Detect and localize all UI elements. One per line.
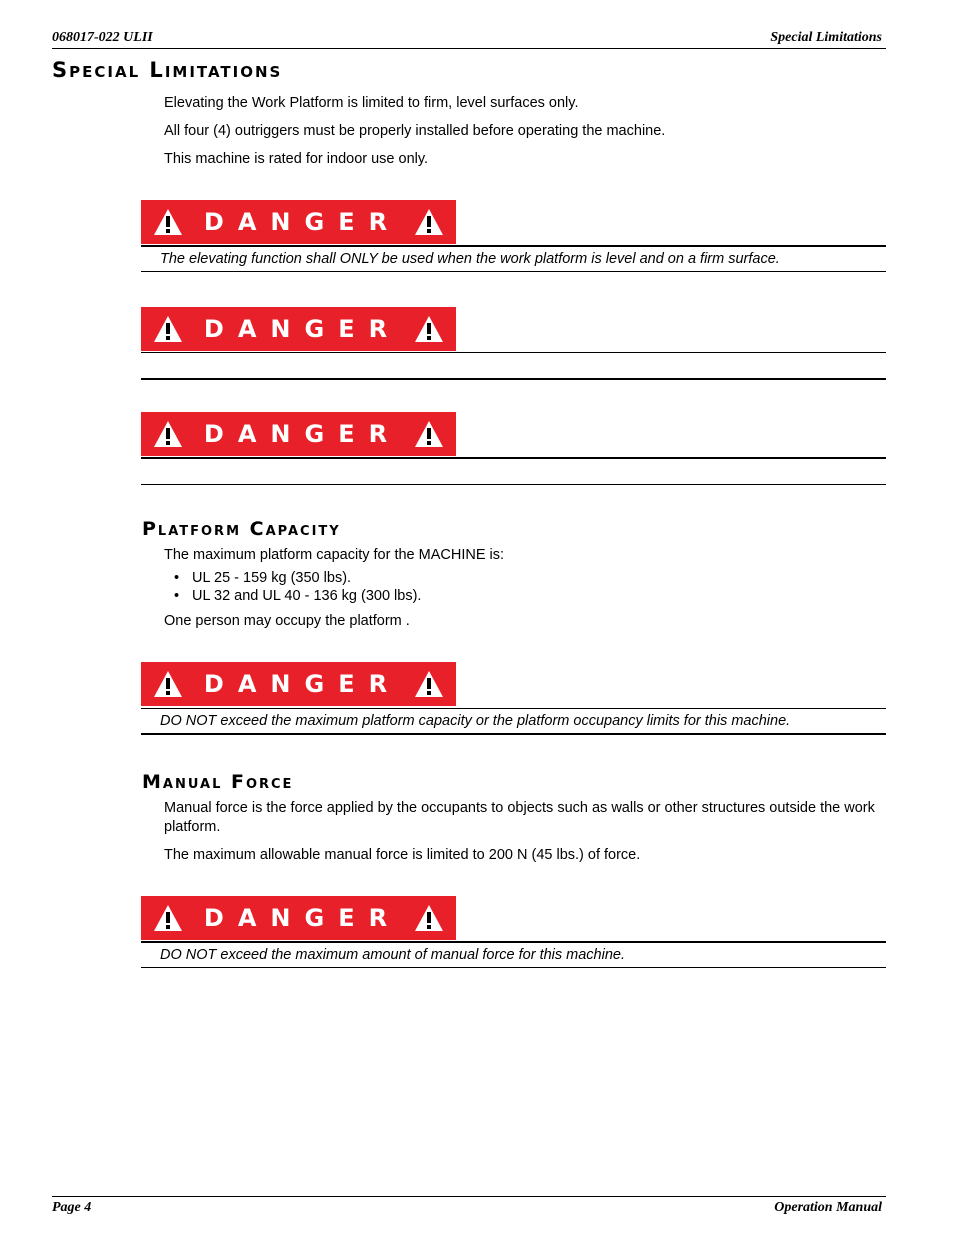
warning-triangle-icon bbox=[153, 315, 183, 343]
danger-banner bbox=[141, 662, 456, 706]
warning-triangle-icon bbox=[414, 208, 444, 236]
list-item: • UL 25 - 159 kg (350 lbs). bbox=[174, 570, 352, 586]
intro-paragraph-3: This machine is rated for indoor use only. bbox=[164, 151, 429, 167]
danger-label: DANGER bbox=[203, 904, 402, 932]
capacity-intro: The maximum platform capacity for the MACHINE is: bbox=[164, 547, 505, 563]
danger-rule-top bbox=[141, 352, 886, 353]
danger-rule-top bbox=[141, 245, 886, 247]
manual-name: Operation Manual bbox=[774, 1200, 882, 1215]
danger-message: DO NOT exceed the maximum amount of manual force for this machine. bbox=[160, 947, 625, 963]
warning-triangle-icon bbox=[414, 670, 444, 698]
intro-paragraph-1: Elevating the Work Platform is limited to firm, level surfaces only. bbox=[164, 95, 579, 111]
warning-triangle-icon bbox=[414, 904, 444, 932]
platform-capacity-heading: Platform Capacity bbox=[142, 518, 341, 540]
danger-label: DANGER bbox=[203, 208, 402, 236]
list-item: • UL 32 and UL 40 - 136 kg (300 lbs). bbox=[174, 588, 422, 604]
danger-rule-top bbox=[141, 708, 886, 709]
occupancy-text: One person may occupy the platform . bbox=[164, 613, 410, 629]
danger-banner bbox=[141, 412, 456, 456]
warning-triangle-icon bbox=[153, 904, 183, 932]
page-footer bbox=[52, 1196, 886, 1219]
danger-rule-bottom bbox=[141, 484, 886, 485]
danger-rule-top bbox=[141, 457, 886, 459]
manual-force-text-1: Manual force is the force applied by the occupants to objects such as walls or other structures outside the work platform. bbox=[164, 800, 875, 835]
danger-message: The elevating function shall ONLY be used when the work platform is level and on a firm surface. bbox=[160, 251, 780, 267]
danger-label: DANGER bbox=[203, 670, 402, 698]
danger-rule-top bbox=[141, 941, 886, 943]
danger-banner bbox=[141, 307, 456, 351]
manual-force-text-2: The maximum allowable manual force is limited to 200 N (45 lbs.) of force. bbox=[164, 847, 641, 863]
document-number: 068017-022 ULII bbox=[52, 30, 153, 45]
warning-triangle-icon bbox=[414, 420, 444, 448]
warning-triangle-icon bbox=[153, 208, 183, 236]
danger-label: DANGER bbox=[203, 315, 402, 343]
danger-rule-bottom bbox=[141, 271, 886, 272]
danger-banner bbox=[141, 896, 456, 940]
header-section-name: Special Limitations bbox=[770, 30, 882, 45]
section-title: Special Limitations bbox=[52, 58, 283, 82]
page-number: Page 4 bbox=[52, 1200, 92, 1215]
danger-banner bbox=[141, 200, 456, 244]
warning-triangle-icon bbox=[153, 670, 183, 698]
capacity-bullet-1: UL 25 - 159 kg (350 lbs). bbox=[192, 570, 352, 586]
warning-triangle-icon bbox=[153, 420, 183, 448]
danger-rule-bottom bbox=[141, 378, 886, 380]
intro-paragraph-2: All four (4) outriggers must be properly installed before operating the machine. bbox=[164, 123, 666, 139]
danger-rule-bottom bbox=[141, 967, 886, 968]
capacity-bullet-2: UL 32 and UL 40 - 136 kg (300 lbs). bbox=[192, 588, 422, 604]
page-header bbox=[52, 30, 886, 49]
manual-force-heading: Manual Force bbox=[142, 771, 294, 793]
warning-triangle-icon bbox=[414, 315, 444, 343]
danger-message: DO NOT exceed the maximum platform capacity or the platform occupancy limits for this machine. bbox=[160, 713, 791, 729]
danger-label: DANGER bbox=[203, 420, 402, 448]
danger-rule-bottom bbox=[141, 733, 886, 735]
